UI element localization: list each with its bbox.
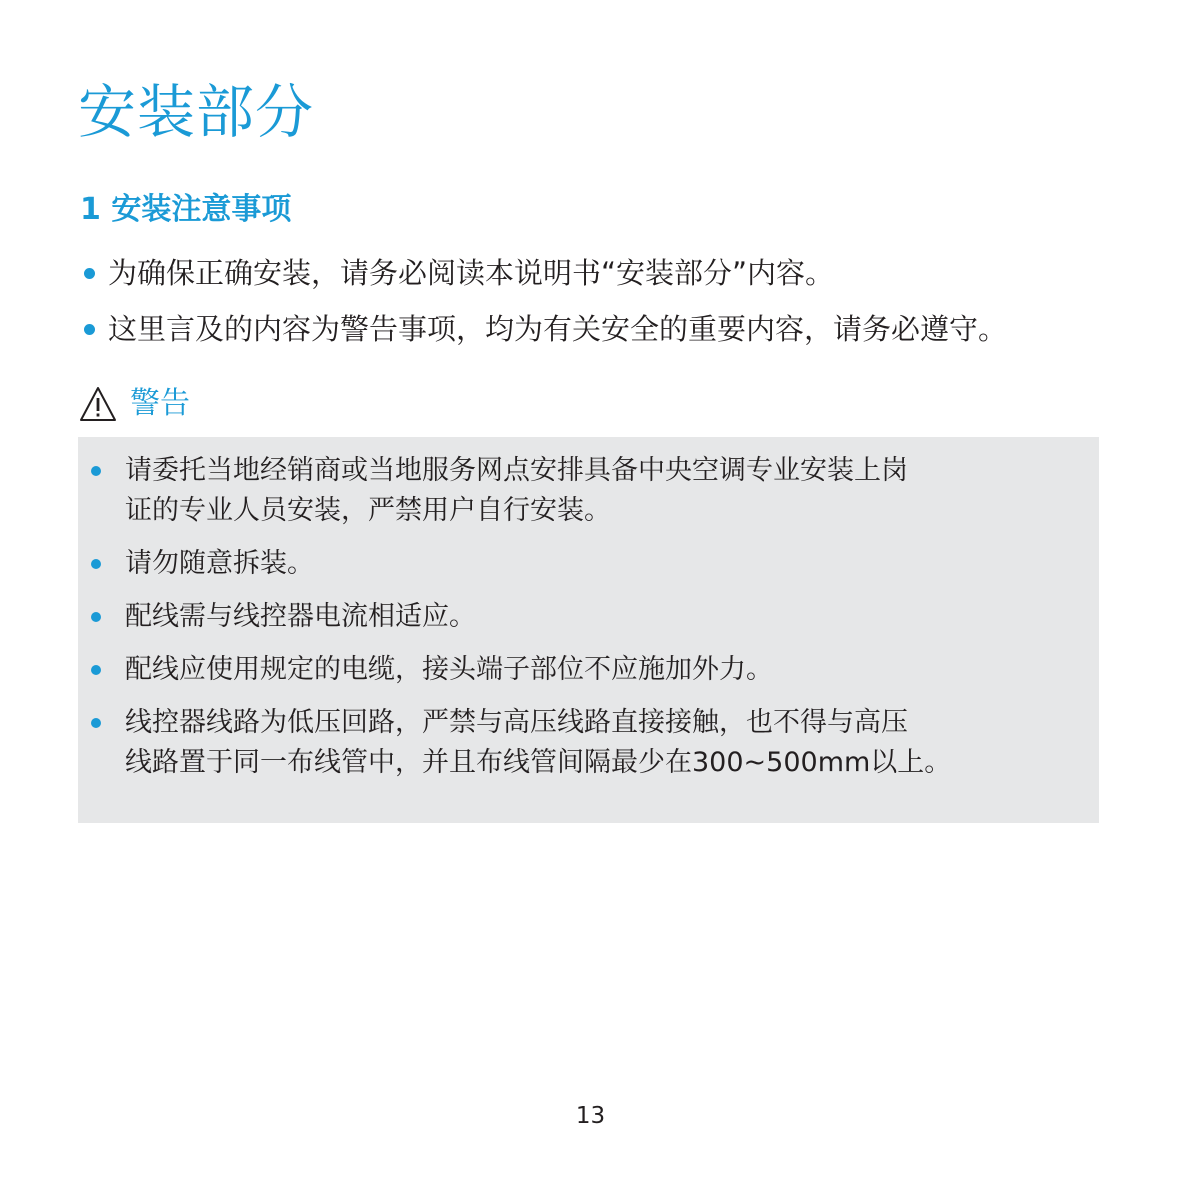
warning-item [78,703,1099,783]
notes-list [80,252,1007,364]
note-text: 这里言及的内容为警告事项，均为有关安全的重要内容，请务必遵守。 [108,312,1008,346]
bullet-dot-icon [91,559,101,569]
bullet-dot-icon [84,324,95,335]
page-number: 13 [575,1103,606,1129]
warning-text-line: 线控器线路为低压回路，严禁与高压线路直接接触，也不得与高压 [125,707,908,738]
page-title: 安装部分 [78,78,315,146]
warning-text-line: 配线应使用规定的电缆，接头端子部位不应施加外力。 [125,654,773,685]
warning-text-line: 配线需与线控器电流相适应。 [125,601,476,632]
warning-item [78,451,1099,531]
warning-text-line: 请委托当地经销商或当地服务网点安排具备中央空调专业安装上岗 [125,455,908,486]
bullet-dot-icon [91,718,101,728]
bullet-dot-icon [91,612,101,622]
note-item [80,252,1007,308]
section-title: 1 安装注意事项 [80,192,292,227]
bullet-dot-icon [84,268,95,279]
bullet-dot-icon [91,466,101,476]
warning-item [78,544,1099,584]
note-text: 为确保正确安装，请务必阅读本说明书“安装部分”内容。 [108,256,835,290]
warning-text-line: 证的专业人员安装，严禁用户自行安装。 [125,495,611,526]
warning-label: 警告 [130,386,190,421]
bullet-dot-icon [91,665,101,675]
warning-item [78,650,1099,690]
warning-item [78,597,1099,637]
warning-triangle-icon [78,385,118,423]
warning-text-line: 请勿随意拆装。 [125,548,314,579]
warning-box [78,437,1099,823]
warning-text-line: 线路置于同一布线管中，并且布线管间隔最少在300~500mm以上。 [125,747,952,778]
note-item [80,308,1007,364]
warning-list [78,451,1099,796]
warning-header [78,382,190,426]
